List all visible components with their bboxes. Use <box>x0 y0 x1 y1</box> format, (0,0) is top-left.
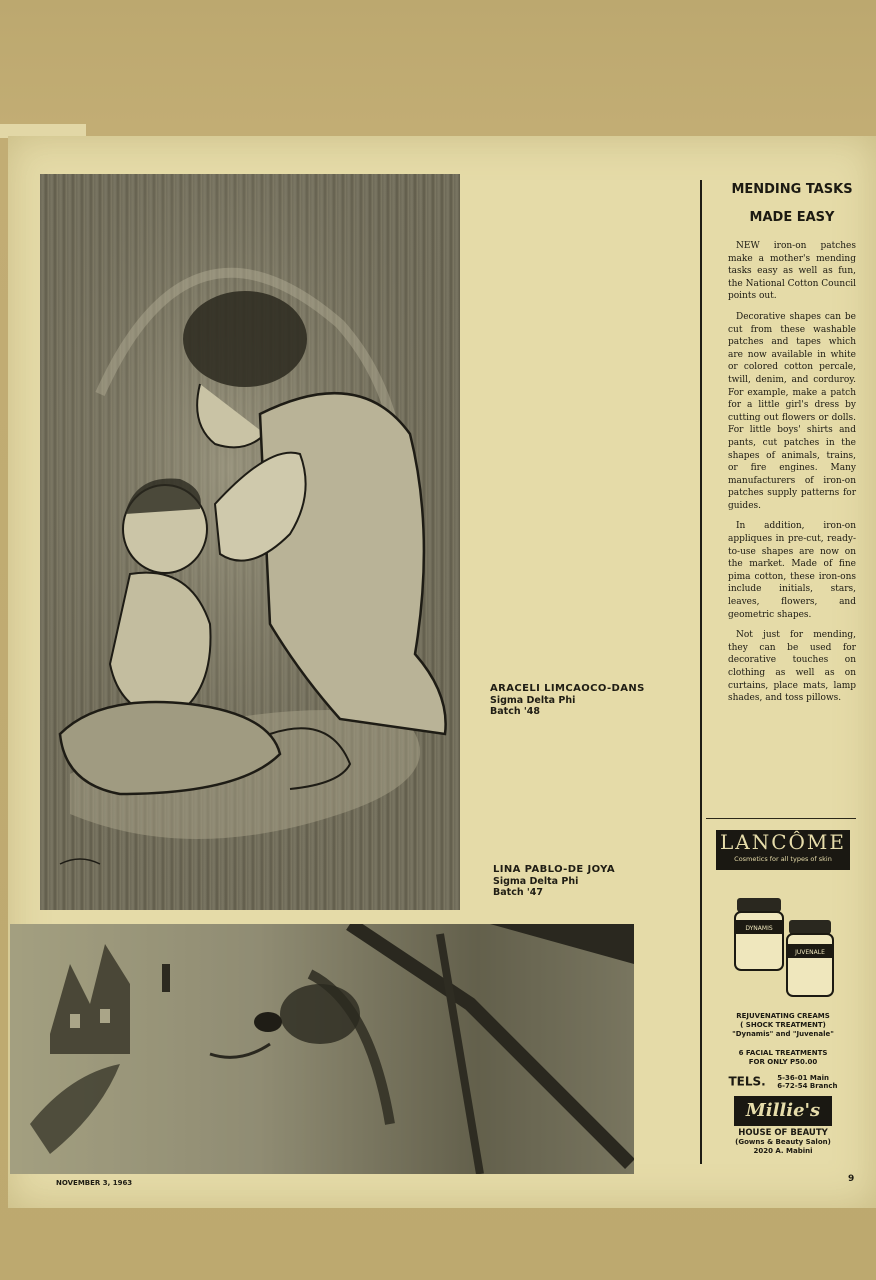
ad-divider <box>706 818 856 819</box>
painting-landscape-birds <box>10 924 634 1174</box>
artist-group: Sigma Delta Phi <box>493 875 579 887</box>
artist-name: LINA PABLO-DE JOYA <box>493 864 616 875</box>
artist-batch: Batch '47 <box>493 887 544 898</box>
article-paragraph: In addition, iron-on appliques in pre-cut, ready-to-use shapes are now on the market. Made of fine pima cotton, these iron-ons include initials, stars, leaves, flowers, and geometric shapes. <box>728 521 856 620</box>
tel-numbers <box>777 1074 837 1090</box>
jar1-label: DYNAMIS <box>745 925 773 932</box>
page-number: 9 <box>848 1174 855 1184</box>
artist-name: ARACELI LIMCAOCO-DANS <box>490 683 645 694</box>
salon-name: HOUSE OF BEAUTY <box>738 1128 828 1138</box>
salon-subtitle: (Gowns & Beauty Salon) <box>735 1138 831 1146</box>
tels-label: TELS. <box>728 1074 766 1089</box>
article-title-line1: MENDING TASKS <box>731 182 853 197</box>
lancome-advertisement <box>708 830 858 1156</box>
jar2-body <box>787 934 833 996</box>
lancome-logo <box>716 830 850 870</box>
mother-child-drawing <box>40 174 460 910</box>
article-paragraph: NEW iron-on patches make a mother's mending tasks easy as well as fun, the National Cotton Council points out. <box>728 241 856 302</box>
telephone-block <box>708 1071 858 1090</box>
tel-main: 5-36-01 Main <box>777 1073 829 1082</box>
article-paragraph: Not just for mending, they can be used for decorative touches on clothing as well as on curtains, place mats, lamp shades, and toss pillows. <box>728 630 856 704</box>
caption-first-artist <box>490 683 645 718</box>
column-divider <box>700 180 702 1164</box>
offer-line2: FOR ONLY P50.00 <box>748 1058 818 1066</box>
landscape-drawing <box>10 924 634 1174</box>
salon-address: 2020 A. Mabini <box>753 1147 813 1155</box>
article-title-line2: MADE EASY <box>749 210 835 225</box>
artist-group: Sigma Delta Phi <box>490 694 576 706</box>
caption-second-artist <box>493 864 615 899</box>
artist-batch: Batch '48 <box>490 706 541 717</box>
brand-name: LANCÔME <box>719 830 846 854</box>
millies-logo: Millie's <box>734 1096 832 1126</box>
ad-products: "Dynamis" and "Juvenale" <box>732 1030 834 1038</box>
ad-subhead: ( SHOCK TREATMENT) <box>740 1021 826 1029</box>
ad-headline: REJUVENATING CREAMS <box>736 1012 830 1020</box>
painting-mother-and-child <box>40 174 460 910</box>
offer-line1: 6 FACIAL TREATMENTS <box>738 1049 828 1057</box>
brand-tagline: Cosmetics for all types of skin <box>734 855 832 863</box>
article-paragraph: Decorative shapes can be cut from these washable patches and tapes which are now available in white or colored cotton percale, twill, denim, and corduroy. For example, make a patch for a little girl's dress by cutting out flowers or dolls. For little boys' shirts and pants, cut patches in the shapes of animals, trains, or fire engines. Many manufacturers of iron-on patches supply patterns for guides. <box>728 311 856 511</box>
issue-date: NOVEMBER 3, 1963 <box>56 1179 133 1187</box>
jar2-label: JUVENALE <box>795 949 825 956</box>
article-column <box>728 176 856 705</box>
cream-jars-illustration <box>723 894 843 1004</box>
tel-branch: 6-72-54 Branch <box>777 1081 838 1090</box>
jar1-lid <box>737 898 781 912</box>
jar2-lid <box>789 920 831 934</box>
